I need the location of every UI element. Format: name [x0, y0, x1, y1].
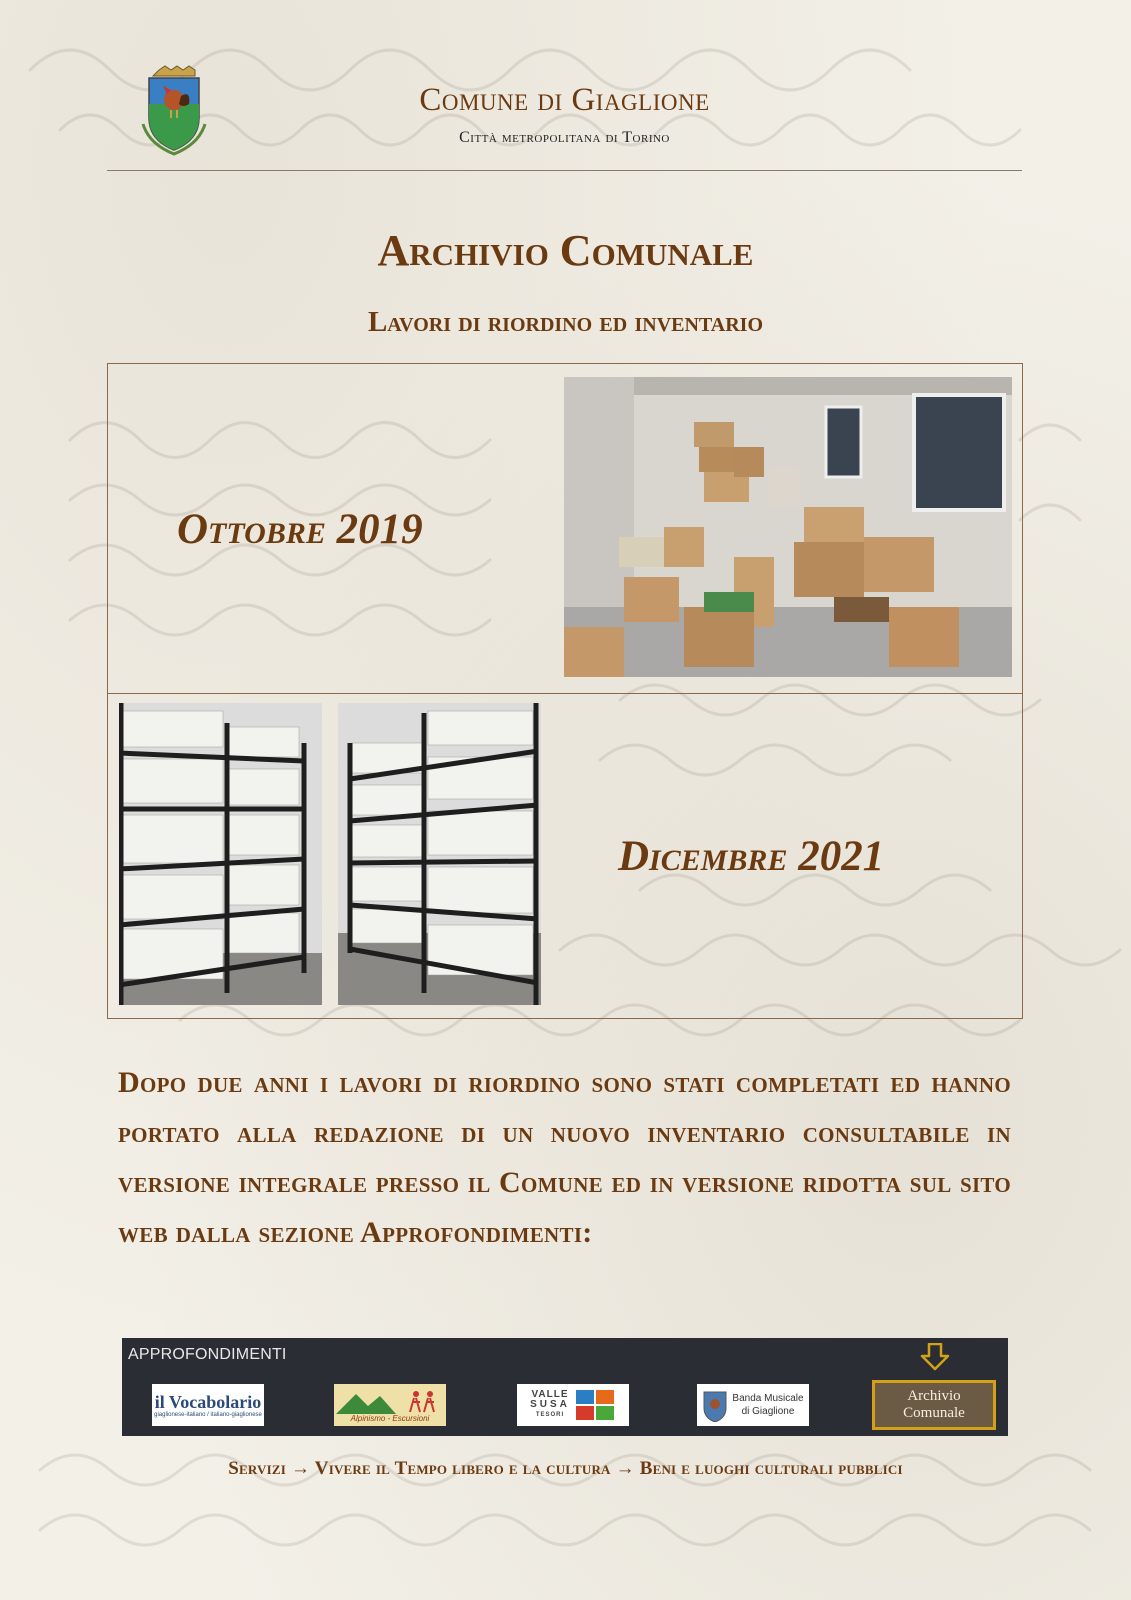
shelves-image-left	[119, 703, 322, 1005]
banda-line2: di Giaglione	[741, 1406, 795, 1417]
banda-text	[732, 1392, 803, 1418]
approfondimenti-title: APPROFONDIMENTI	[128, 1346, 287, 1363]
boxes-room-image	[564, 377, 1012, 677]
after-date-label: Dicembre 2021	[618, 833, 885, 880]
before-photo	[564, 377, 1012, 677]
alpinismo-link[interactable]	[334, 1384, 446, 1426]
mountains-hikers-icon	[334, 1388, 446, 1414]
valle-susa-logo-icon	[576, 1390, 616, 1420]
page-title: Archivio Comunale	[377, 226, 754, 275]
valle-susa-link[interactable]	[517, 1384, 629, 1426]
valle-susa-line1: VALLE	[531, 1389, 569, 1400]
page-subtitle: Lavori di riordino ed inventario	[367, 306, 764, 338]
banda-crest-icon	[702, 1388, 728, 1422]
vocabolario-title: il Vocabolario	[154, 1392, 262, 1412]
alpinismo-label: Alpinismo - Escursioni	[350, 1413, 430, 1423]
banda-musicale-link[interactable]	[697, 1384, 809, 1426]
navigation-path: Servizi → Vivere il Tempo libero e la cultura → Beni e luoghi culturali pubblici	[228, 1458, 903, 1479]
archivio-comunale-link[interactable]	[872, 1380, 996, 1430]
approfondimenti-bar	[122, 1338, 1008, 1436]
shelves-image-right	[338, 703, 541, 1005]
completion-description: Dopo due anni i lavori di riordino sono stati completati ed hanno portato alla redazione di un nuovo inventario consultabile in versione integrale presso il Comune ed in versione ridotta sul sito web dalla sezione Approfondimenti:	[118, 1066, 1011, 1249]
document-header	[107, 60, 1022, 172]
valle-susa-line3: TESORI	[535, 1412, 565, 1418]
after-photo-left	[119, 703, 322, 1005]
valle-susa-line2: SUSA	[530, 1399, 570, 1410]
banda-line1: Banda Musicale	[732, 1393, 804, 1404]
before-date-label: Ottobre 2019	[177, 506, 423, 553]
header-title-block	[107, 82, 1022, 147]
valle-susa-text	[530, 1390, 570, 1420]
vocabolario-subtitle: giaglionese-italiano / italiano-giaglionese	[154, 1412, 262, 1418]
vocabolario-link[interactable]	[152, 1384, 264, 1426]
archivio-line1: Archivio	[907, 1388, 961, 1404]
metropolitan-city: Città metropolitana di Torino	[459, 129, 670, 146]
after-photo-right	[338, 703, 541, 1005]
municipality-name: Comune di Giaglione	[419, 82, 710, 118]
archivio-line2: Comunale	[903, 1405, 965, 1421]
down-arrow-icon	[920, 1343, 950, 1371]
header-divider	[107, 170, 1022, 171]
